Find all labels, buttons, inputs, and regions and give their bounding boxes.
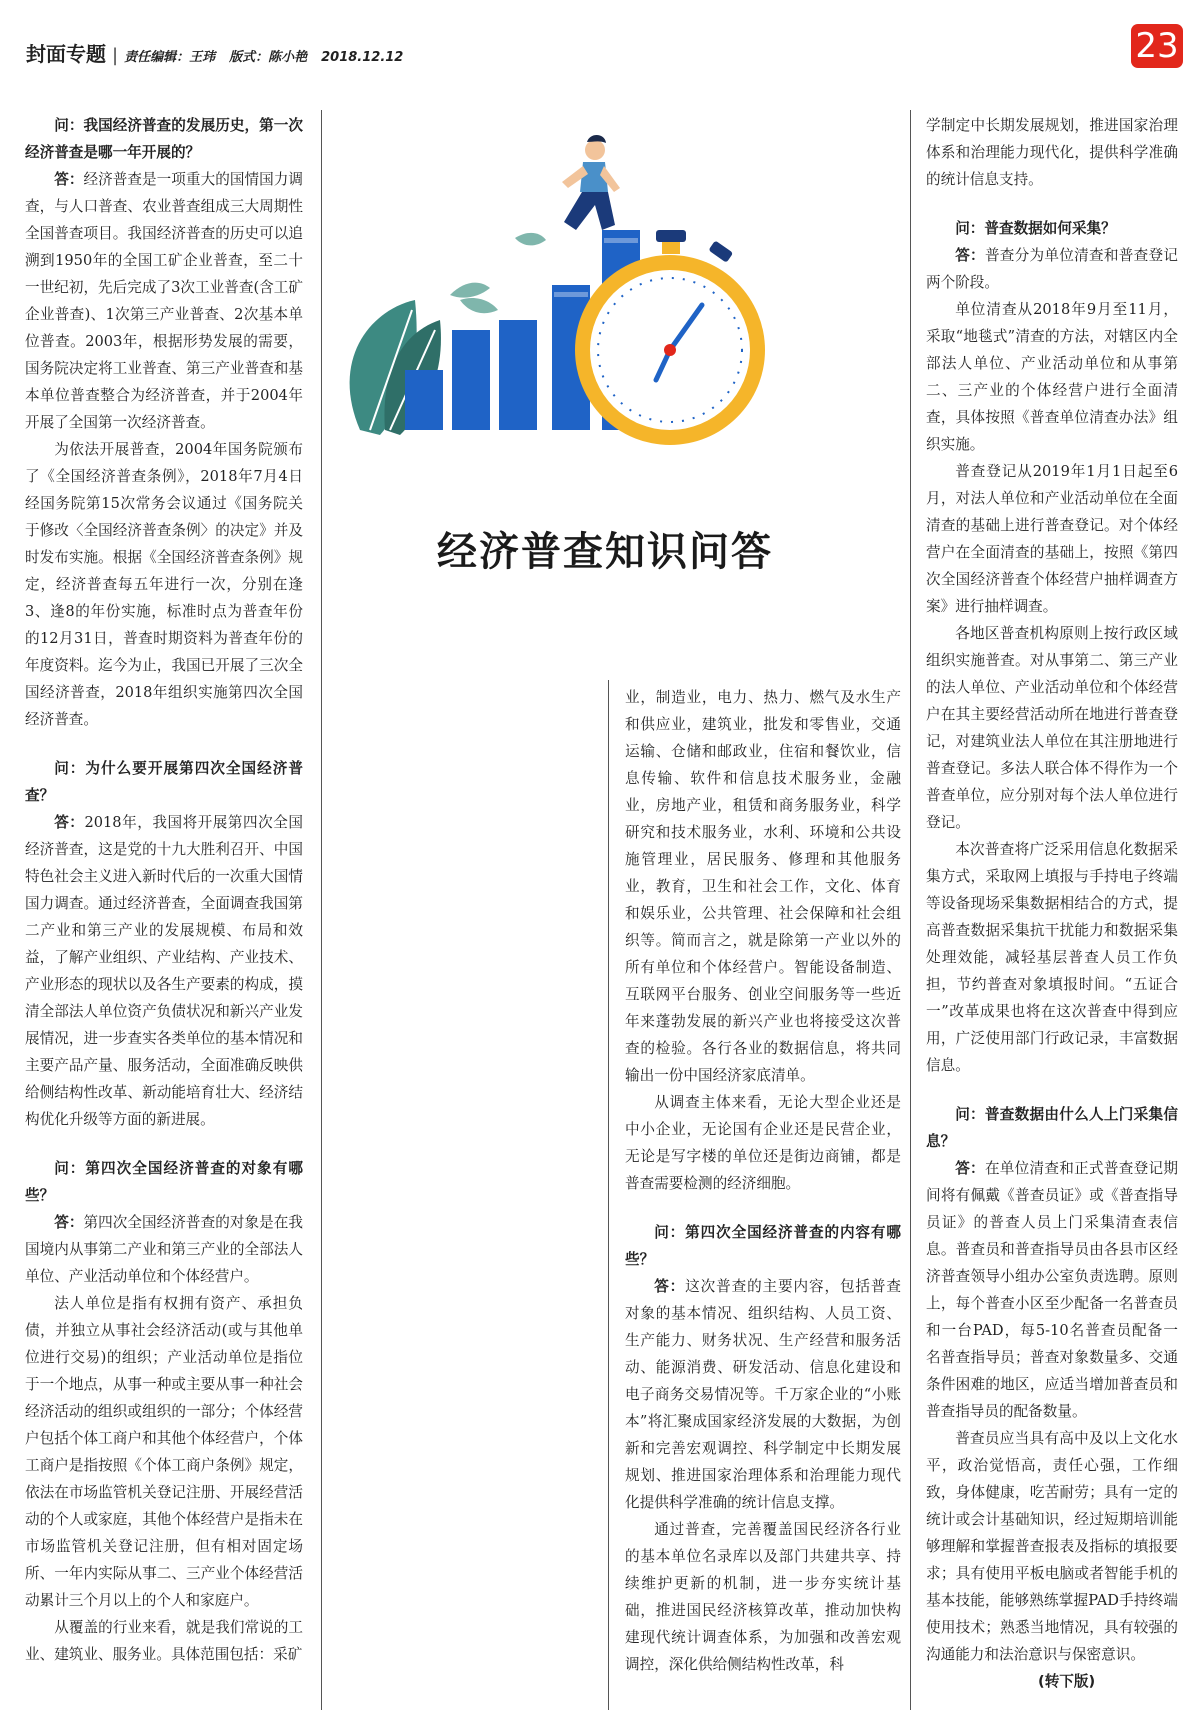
answer-label: 答：: [54, 814, 85, 831]
answer-label: 答：: [955, 247, 985, 264]
answer-paragraph: [25, 166, 303, 436]
answer-paragraph: [926, 1155, 1178, 1425]
question-heading: 问：普查数据由什么人上门采集信息？: [926, 1106, 1178, 1150]
article-column-1: [25, 112, 303, 1668]
answer-paragraph: [926, 242, 1178, 296]
answer-paragraph: [625, 1273, 901, 1516]
answer-text: 第四次全国经济普查的对象是在我国境内从事第二产业和第三产业的全部法人单位、产业活动单位和个体经营户。: [25, 1214, 303, 1285]
article-title: 经济普查知识问答: [437, 528, 773, 575]
page-header: [26, 38, 1176, 78]
census-illustration: [340, 130, 780, 470]
body-paragraph: 通过普查，完善覆盖国民经济各行业的基本单位名录库以及部门共建共享、持续维护更新的机制，进一步夯实统计基础，推进国民经济核算改革，推动加快构建现代统计调查体系，为加强和改善宏观调控，深化供给侧结构性改革，科: [625, 1521, 901, 1673]
answer-text: 在单位清查和正式普查登记期间将有佩戴《普查员证》或《普查指导员证》的普查人员上门采集清查表信息。普查员和普查指导员由各县市区经济普查领导小组办公室负责选聘。原则上，每个普查小区至少配备一名普查员和一台PAD，每5-10名普查员配备一名普查指导员；普查对象数量多、交通条件困难的地区，应适当增加普查员和普查指导员的配备数量。: [926, 1160, 1178, 1420]
article-column-2: [625, 684, 901, 1678]
question-heading: 问：第四次全国经济普查的对象有哪些？: [25, 1160, 303, 1204]
answer-label: 答：: [54, 1214, 84, 1231]
question-heading: 问：我国经济普查的发展历史，第一次经济普查是哪一年开展的？: [25, 117, 303, 161]
body-paragraph: 法人单位是指有权拥有资产、承担负债，并独立从事社会经济活动(或与其他单位进行交易)的组织；产业活动单位是指位于一个地点，从事一种或主要从事一种社会经济活动的组织或组织的一部分；个体经营户包括个体工商户和其他个体经营户，个体工商户是指按照《个体工商户条例》规定，依法在市场监管机关登记注册、开展经营活动的个人或家庭，其他个体经营户是指未在市场监管机关登记注册，但有相对固定场所、一年内实际从事二、三产业个体经营活动累计三个月以上的个人和家庭户。: [25, 1295, 303, 1609]
body-paragraph: 学制定中长期发展规划，推进国家治理体系和治理能力现代化，提供科学准确的统计信息支持。: [926, 117, 1178, 188]
body-paragraph: 为依法开展普查，2004年国务院颁布了《全国经济普查条例》，2018年7月4日经国务院第15次常务会议通过《国务院关于修改〈全国经济普查条例〉的决定》并及时发布实施。根据《全国经济普查条例》规定，经济普查每五年进行一次，分别在逢3、逢8的年份实施，标准时点为普查年份的12月31日，普查时期资料为普查年份的年度资料。迄今为止，我国已开展了三次全国经济普查，2018年组织实施第四次全国经济普查。: [25, 441, 303, 728]
page-number-badge: 23: [1131, 24, 1183, 68]
answer-label: 答：: [54, 171, 84, 188]
body-paragraph: 普查员应当具有高中及以上文化水平，政治觉悟高，责任心强，工作细致，身体健康，吃苦耐劳；具有一定的统计或会计基础知识，经过短期培训能够理解和掌握普查报表及指标的填报要求；具有使用平板电脑或者智能手机的基本技能，能够熟练掌握PAD手持终端使用技术；熟悉当地情况，具有较强的沟通能力和法治意识与保密意识。: [926, 1430, 1178, 1663]
answer-paragraph: [25, 1209, 303, 1290]
question-heading: 问：普查数据如何采集？: [955, 220, 1116, 237]
body-paragraph: 从调查主体来看，无论大型企业还是中小企业，无论国有企业还是民营企业，无论是写字楼的单位还是街边商铺，都是普查需要检测的经济细胞。: [625, 1094, 901, 1192]
column-divider: [608, 680, 609, 1710]
continued-note: (转下版): [1038, 1673, 1096, 1690]
question-heading: 问：第四次全国经济普查的内容有哪些？: [625, 1224, 901, 1268]
answer-label: 答：: [654, 1278, 686, 1295]
answer-text: 普查分为单位清查和普查登记两个阶段。: [926, 247, 1178, 291]
column-divider: [321, 110, 322, 1710]
answer-text: 2018年，我国将开展第四次全国经济普查，这是党的十九大胜利召开、中国特色社会主义进入新时代后的一次重大国情国力调查。通过经济普查，全面调查我国第二产业和第三产业的发展规模、布局和效益，了解产业组织、产业结构、产业技术、产业形态的现状以及各生产要素的构成，摸清全部法人单位资产负债状况和新兴产业发展情况，进一步查实各类单位的基本情况和主要产品产量、服务活动，全面准确反映供给侧结构性改革、新动能培育壮大、经济结构优化升级等方面的新进展。: [25, 814, 303, 1128]
column-divider: [910, 110, 911, 1710]
running-person-icon: [562, 135, 620, 230]
answer-text: 这次普查的主要内容，包括普查对象的基本情况、组织结构、人员工资、生产能力、财务状况、生产经营和服务活动、能源消费、研发活动、信息化建设和电子商务交易情况等。千万家企业的“小账本”将汇聚成国家经济发展的大数据，为创新和完善宏观调控、科学制定中长期发展规划、推进国家治理体系和治理能力现代化提供科学准确的统计信息支撑。: [625, 1278, 901, 1511]
body-paragraph: 单位清查从2018年9月至11月，采取“地毯式”清查的方法，对辖区内全部法人单位、产业活动单位和从事第二、三产业的个体经营户进行全面清查，具体按照《普查单位清查办法》组织实施。: [926, 301, 1178, 453]
body-paragraph: 各地区普查机构原则上按行政区域组织实施普查。对从事第二、第三产业的法人单位、产业活动单位和个体经营户在其主要经营活动所在地进行普查登记，对建筑业法人单位在其注册地进行普查登记。多法人联合体不得作为一个普查单位，应分别对每个法人单位进行登记。: [926, 625, 1178, 831]
issue-date: 2018.12.12: [321, 50, 404, 65]
question-heading: 问：为什么要开展第四次全国经济普查？: [25, 760, 303, 804]
answer-text: 经济普查是一项重大的国情国力调查，与人口普查、农业普查组成三大周期性全国普查项目。我国经济普查的历史可以追溯到1950年的全国工矿企业普查，至二十一世纪初，先后完成了3次工业普查(含工矿企业普查)、1次第三产业普查、2次基本单位普查。2003年，根据形势发展的需要，国务院决定将工业普查、第三产业普查和基本单位普查整合为经济普查，并于2004年开展了全国第一次经济普查。: [25, 171, 303, 431]
editor-credit: 责任编辑：王玮: [124, 50, 216, 65]
body-paragraph: 从覆盖的行业来看，就是我们常说的工业、建筑业、服务业。具体范围包括：采矿: [25, 1619, 303, 1663]
answer-paragraph: [25, 809, 303, 1133]
layout-credit: 版式：陈小艳: [229, 50, 308, 65]
article-column-3: [926, 112, 1178, 1695]
header-separator: |: [112, 45, 119, 66]
body-paragraph: 业，制造业，电力、热力、燃气及水生产和供应业，建筑业，批发和零售业，交通运输、仓储和邮政业，住宿和餐饮业，信息传输、软件和信息技术服务业，金融业，房地产业，租赁和商务服务业，科学研究和技术服务业，水利、环境和公共设施管理业，居民服务、修理和其他服务业，教育，卫生和社会工作，文化、体育和娱乐业，公共管理、社会保障和社会组织等。简而言之，就是除第一产业以外的所有单位和个体经营户。智能设备制造、互联网平台服务、创业空间服务等一些近年来蓬勃发展的新兴产业也将接受这次普查的检验。各行各业的数据信息，将共同输出一份中国经济家底清单。: [625, 689, 901, 1084]
section-title: 封面专题: [26, 42, 106, 66]
body-paragraph: 本次普查将广泛采用信息化数据采集方式，采取网上填报与手持电子终端等设备现场采集数据相结合的方式，提高普查数据采集抗干扰能力和数据采集处理效能，减轻基层普查人员工作负担，节约普查对象填报时间。“五证合一”改革成果也将在这次普查中得到应用，广泛使用部门行政记录，丰富数据信息。: [926, 841, 1178, 1074]
body-paragraph: 普查登记从2019年1月1日起至6月，对法人单位和产业活动单位在全面清查的基础上进行普查登记。对个体经营户在全面清查的基础上，按照《第四次全国经济普查个体经营户抽样调查方案》进行抽样调查。: [926, 463, 1178, 615]
answer-label: 答：: [955, 1160, 985, 1177]
